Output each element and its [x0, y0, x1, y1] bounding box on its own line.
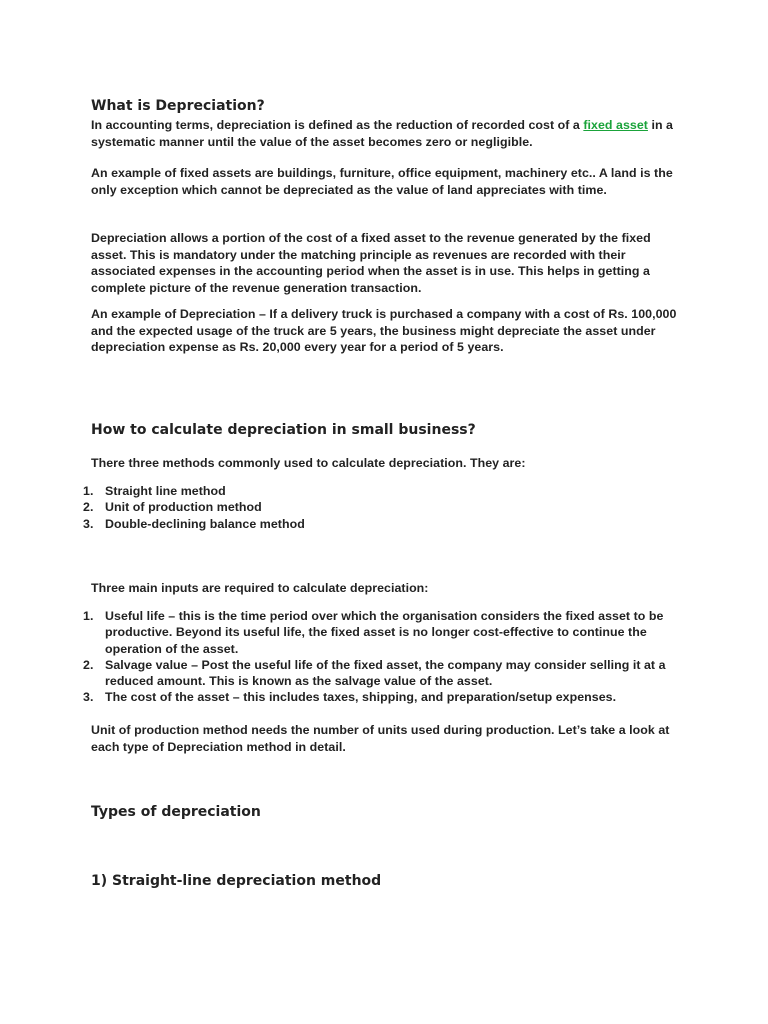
method-list-item: [80, 483, 685, 499]
paragraph-truck-example: An example of Depreciation – If a delivery truck is purchased a company with a cost of Rs. 100,000 and the expected usage of the truck are 5 years, the business might depreciate the asset under depreciation expense as Rs. 20,000 every year for a period of 5 years.: [91, 307, 677, 354]
input-list-item: [80, 657, 685, 690]
paragraph-unit-of-production: Unit of production method needs the number of units used during production. Let’s take a look at each type of Depreciation method in detail.: [91, 723, 670, 754]
definition-text-start: In accounting terms, depreciation is defined as the reduction of recorded cost of a: [91, 118, 584, 132]
method-list-item: [80, 499, 685, 515]
list-number: 2.: [83, 500, 94, 515]
list-number: 1.: [83, 609, 94, 623]
list-number: 3.: [83, 516, 94, 531]
paragraph-depreciation-allocation: Depreciation allows a portion of the cost of a fixed asset to the revenue generated by the fixed asset. This is mandatory under the matching principle as revenues are recorded with their associated expenses in the accounting period when the asset is in use. This helps in getting a complete picture of the revenue generation transaction.: [91, 231, 651, 295]
heading-straight-line-method: 1) Straight-line depreciation method: [91, 873, 382, 889]
input-list-item: [80, 608, 685, 657]
inputs-list: [80, 608, 685, 706]
list-item-text: Unit of production method: [105, 500, 262, 515]
list-number: 2.: [83, 657, 94, 672]
list-item-text: Useful life – this is the time period over which the organisation considers the fixed asset to be productive. Beyond its useful life, the fixed asset is no longer cost-effective to continue the operation of the asset.: [105, 609, 664, 656]
list-number: 1.: [83, 484, 94, 498]
list-item-text: The cost of the asset – this includes taxes, shipping, and preparation/setup expenses.: [105, 690, 617, 705]
methods-list: [80, 483, 685, 532]
paragraph-fixed-asset-examples: An example of fixed assets are buildings, furniture, office equipment, machinery etc.. A land is the only exception which cannot be depreciated as the value of land appreciates with time.: [91, 166, 673, 197]
input-list-item: [80, 689, 685, 705]
paragraph-methods-intro: There three methods commonly used to calculate depreciation. They are:: [91, 456, 526, 470]
paragraph-inputs-intro: Three main inputs are required to calculate depreciation:: [91, 581, 429, 595]
heading-how-to-calculate: How to calculate depreciation in small business?: [91, 422, 476, 438]
list-number: 3.: [83, 690, 94, 705]
method-list-item: [80, 516, 685, 532]
definition-text-end: in a systematic manner until the value of the asset becomes zero or negligible.: [91, 118, 673, 149]
heading-what-is-depreciation: What is Depreciation?: [91, 98, 265, 114]
paragraph-definition: [91, 117, 681, 150]
list-item-text: Straight line method: [105, 484, 226, 498]
list-item-text: Salvage value – Post the useful life of the fixed asset, the company may consider selling it at a reduced amount. This is known as the salvage value of the asset.: [105, 657, 666, 689]
list-item-text: Double-declining balance method: [105, 516, 305, 531]
fixed-asset-link[interactable]: fixed asset: [583, 118, 648, 132]
heading-types-of-depreciation: Types of depreciation: [91, 804, 261, 820]
